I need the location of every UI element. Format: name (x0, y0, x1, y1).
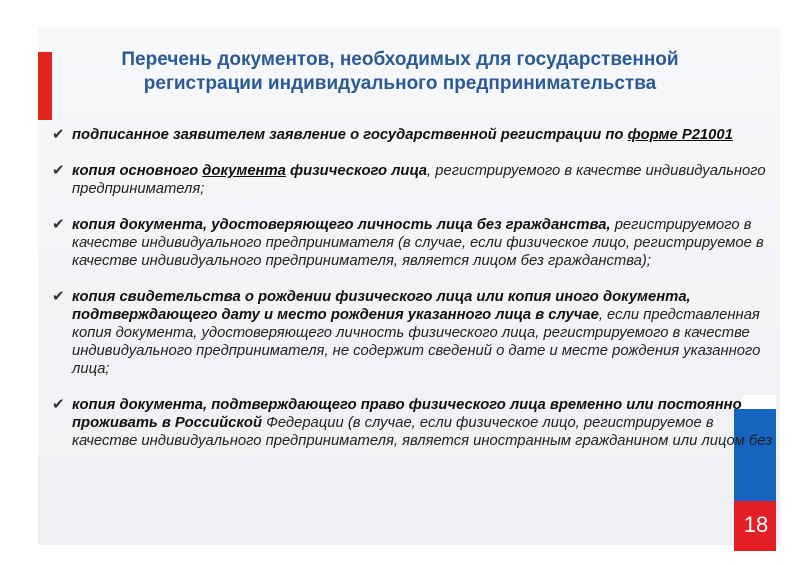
item-bold-text: копия основного (72, 163, 203, 179)
page-number: 18 (743, 512, 769, 537)
check-icon: ✔ (52, 162, 65, 179)
check-icon: ✔ (52, 126, 65, 143)
item-bold-text: копия документа, удостоверяющего личность лица без гражданства, (72, 217, 611, 233)
list-item (52, 288, 782, 378)
form-link-text: форме Р21001 (627, 127, 733, 143)
item-regular-text: Федерации (в случае, если физическое лицо, регистрируемое в качестве индивидуального предпринимателя, является иностранным гражданином или лицом без (72, 415, 773, 449)
check-icon: ✔ (52, 396, 65, 413)
item-regular-text: , если представленная копия документа, удостоверяющего личность физического лица, регистрируемого в качестве индивидуального предпринимателя, не содержит сведений о дате и месте рождения указанного лица; (72, 307, 761, 377)
check-icon: ✔ (52, 288, 65, 305)
item-regular-text: регистрируемого в качестве индивидуального предпринимателя (в случае, если физическое лицо, регистрируемое в качестве индивидуального предпринимателя, является лицом без гражданства); (72, 217, 764, 269)
red-accent-bar (38, 52, 52, 120)
check-icon: ✔ (52, 216, 65, 233)
list-item (52, 126, 782, 144)
list-item (52, 162, 782, 198)
item-bold-text: физического лица (285, 163, 428, 179)
list-item (52, 396, 782, 450)
item-underlined-text: документа (202, 163, 286, 179)
item-regular-text: , регистрируемого в качестве индивидуального предпринимателя; (72, 163, 766, 197)
item-bold-text: подписанное заявителем заявление о государственной регистрации по (72, 127, 628, 143)
item-bold-text: копия свидетельства о рождении физического лица или копия иного документа, подтверждающего дату и место рождения указанного лица в случае (72, 289, 691, 323)
item-bold-text: копия документа, подтверждающего право физического лица временно или постоянно проживать в Российской (72, 397, 742, 431)
slide-title: Перечень документов, необходимых для государственной регистрации индивидуального предпринимательства (121, 49, 679, 94)
document-list (52, 126, 782, 468)
list-item (52, 216, 782, 270)
